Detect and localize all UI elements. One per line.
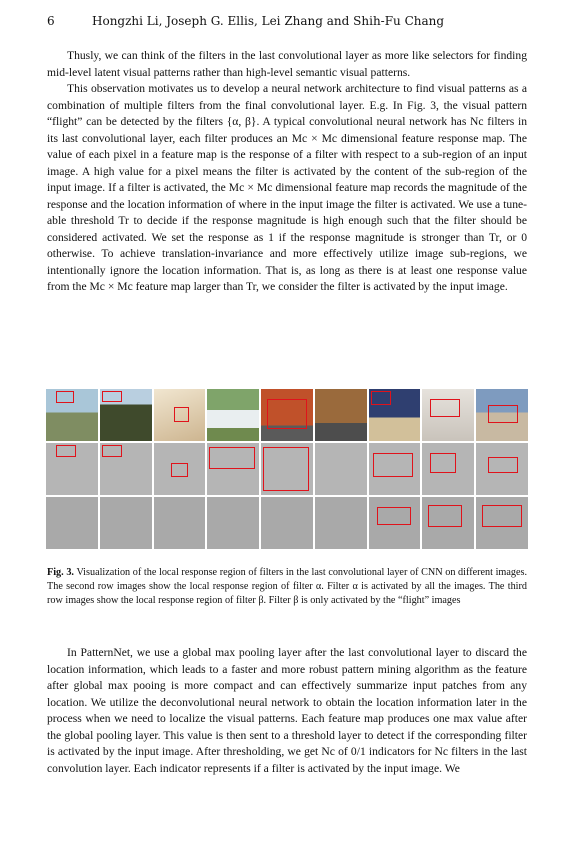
response-cell [100, 497, 152, 549]
figure-3 [46, 389, 528, 551]
image-cell [100, 389, 152, 441]
response-cell [261, 497, 313, 549]
image-cell [207, 389, 259, 441]
image-cell [261, 389, 313, 441]
figure-row-filter-beta [46, 497, 528, 549]
image-cell [315, 389, 367, 441]
response-cell [422, 443, 474, 495]
paragraph: In PatternNet, we use a global max pooling layer after the last convolutional layer to discard the location information, which leads to a faster and more robust pattern mining algorithm as the feature after global max pooing is more compact and can effectively summarize input patches from any location. We utilize the deconvolutional neural network to obtain the location information later in the process when we need to localize the visual patterns. Each feature map produces one max value after the global pooling layer. This value is then sent to a threshold layer to detect if the corresponding filter is activated by the input image. After thresholding, we get Nc of 0/1 indicators for Nc filters in the last convolution layer. Each indicator represents if a filter is activated by the input image. We [47, 646, 527, 775]
running-authors: Hongzhi Li, Joseph G. Ellis, Lei Zhang and Shih-Fu Chang [92, 14, 445, 28]
figure-row-filter-alpha [46, 443, 528, 495]
response-cell [369, 497, 421, 549]
response-cell [46, 497, 98, 549]
response-cell [369, 443, 421, 495]
response-cell [261, 443, 313, 495]
response-cell [315, 497, 367, 549]
image-cell [476, 389, 528, 441]
running-header [47, 14, 528, 30]
figure-caption [47, 566, 527, 608]
response-cell [154, 443, 206, 495]
image-cell [369, 389, 421, 441]
paragraph: Thusly, we can think of the filters in the last convolutional layer as more like selectors for finding mid-level latent visual patterns rather than high-level semantic visual patterns. [47, 49, 527, 79]
paragraph: This observation motivates us to develop a neural network architecture to find visual patterns as a combination of multiple filters from the final convolutional layer. E.g. In Fig. 3, the visual pattern “flight” can be detected by the filters {α, β}. A typical convolutional neural network has Nc filters in its last convolutional layer, each filter produces an Mc × Mc dimensional feature response map. The value of each pixel in a feature map is the response of a filter with respect to a sub-region of an input image. A high value for a pixel means the filter is activated by the content of the sub-region of the input image. If a filter is activated, the Mc × Mc dimensional feature map records the magnitude of the response and the location information of where in the input image the filter is activated. We use a tune-able threshold Tr to decide if the response magnitude is high enough such that the filter should be considered activated. We set the response as 1 if the response magnitude is stronger than Tr, or 0 otherwise. To achieve translation-invariance and more effectively utilize image sub-regions, we intentionally ignore the location information. That is, as long as there is at least one response value from the Mc × Mc feature map larger than Tr, we consider the filter is activated by the input image. [47, 82, 527, 293]
response-cell [207, 443, 259, 495]
response-cell [422, 497, 474, 549]
page-number: 6 [47, 14, 55, 28]
response-cell [46, 443, 98, 495]
response-cell [476, 443, 528, 495]
response-cell [100, 443, 152, 495]
body-text-bottom [47, 645, 527, 777]
body-text-top [47, 48, 527, 296]
caption-text: Visualization of the local response region of filters in the last convolutional layer of CNN on different images. The second row images show the local response region of filter α. Filter α is activated by all the images. The third row images show the local response region of filter β. Filter β is only activated by the “flight” images [47, 567, 527, 606]
image-cell [154, 389, 206, 441]
response-cell [315, 443, 367, 495]
response-cell [207, 497, 259, 549]
figure-row-input-images [46, 389, 528, 441]
image-cell [46, 389, 98, 441]
caption-label: Fig. 3. [47, 567, 74, 578]
image-cell [422, 389, 474, 441]
response-cell [154, 497, 206, 549]
response-cell [476, 497, 528, 549]
